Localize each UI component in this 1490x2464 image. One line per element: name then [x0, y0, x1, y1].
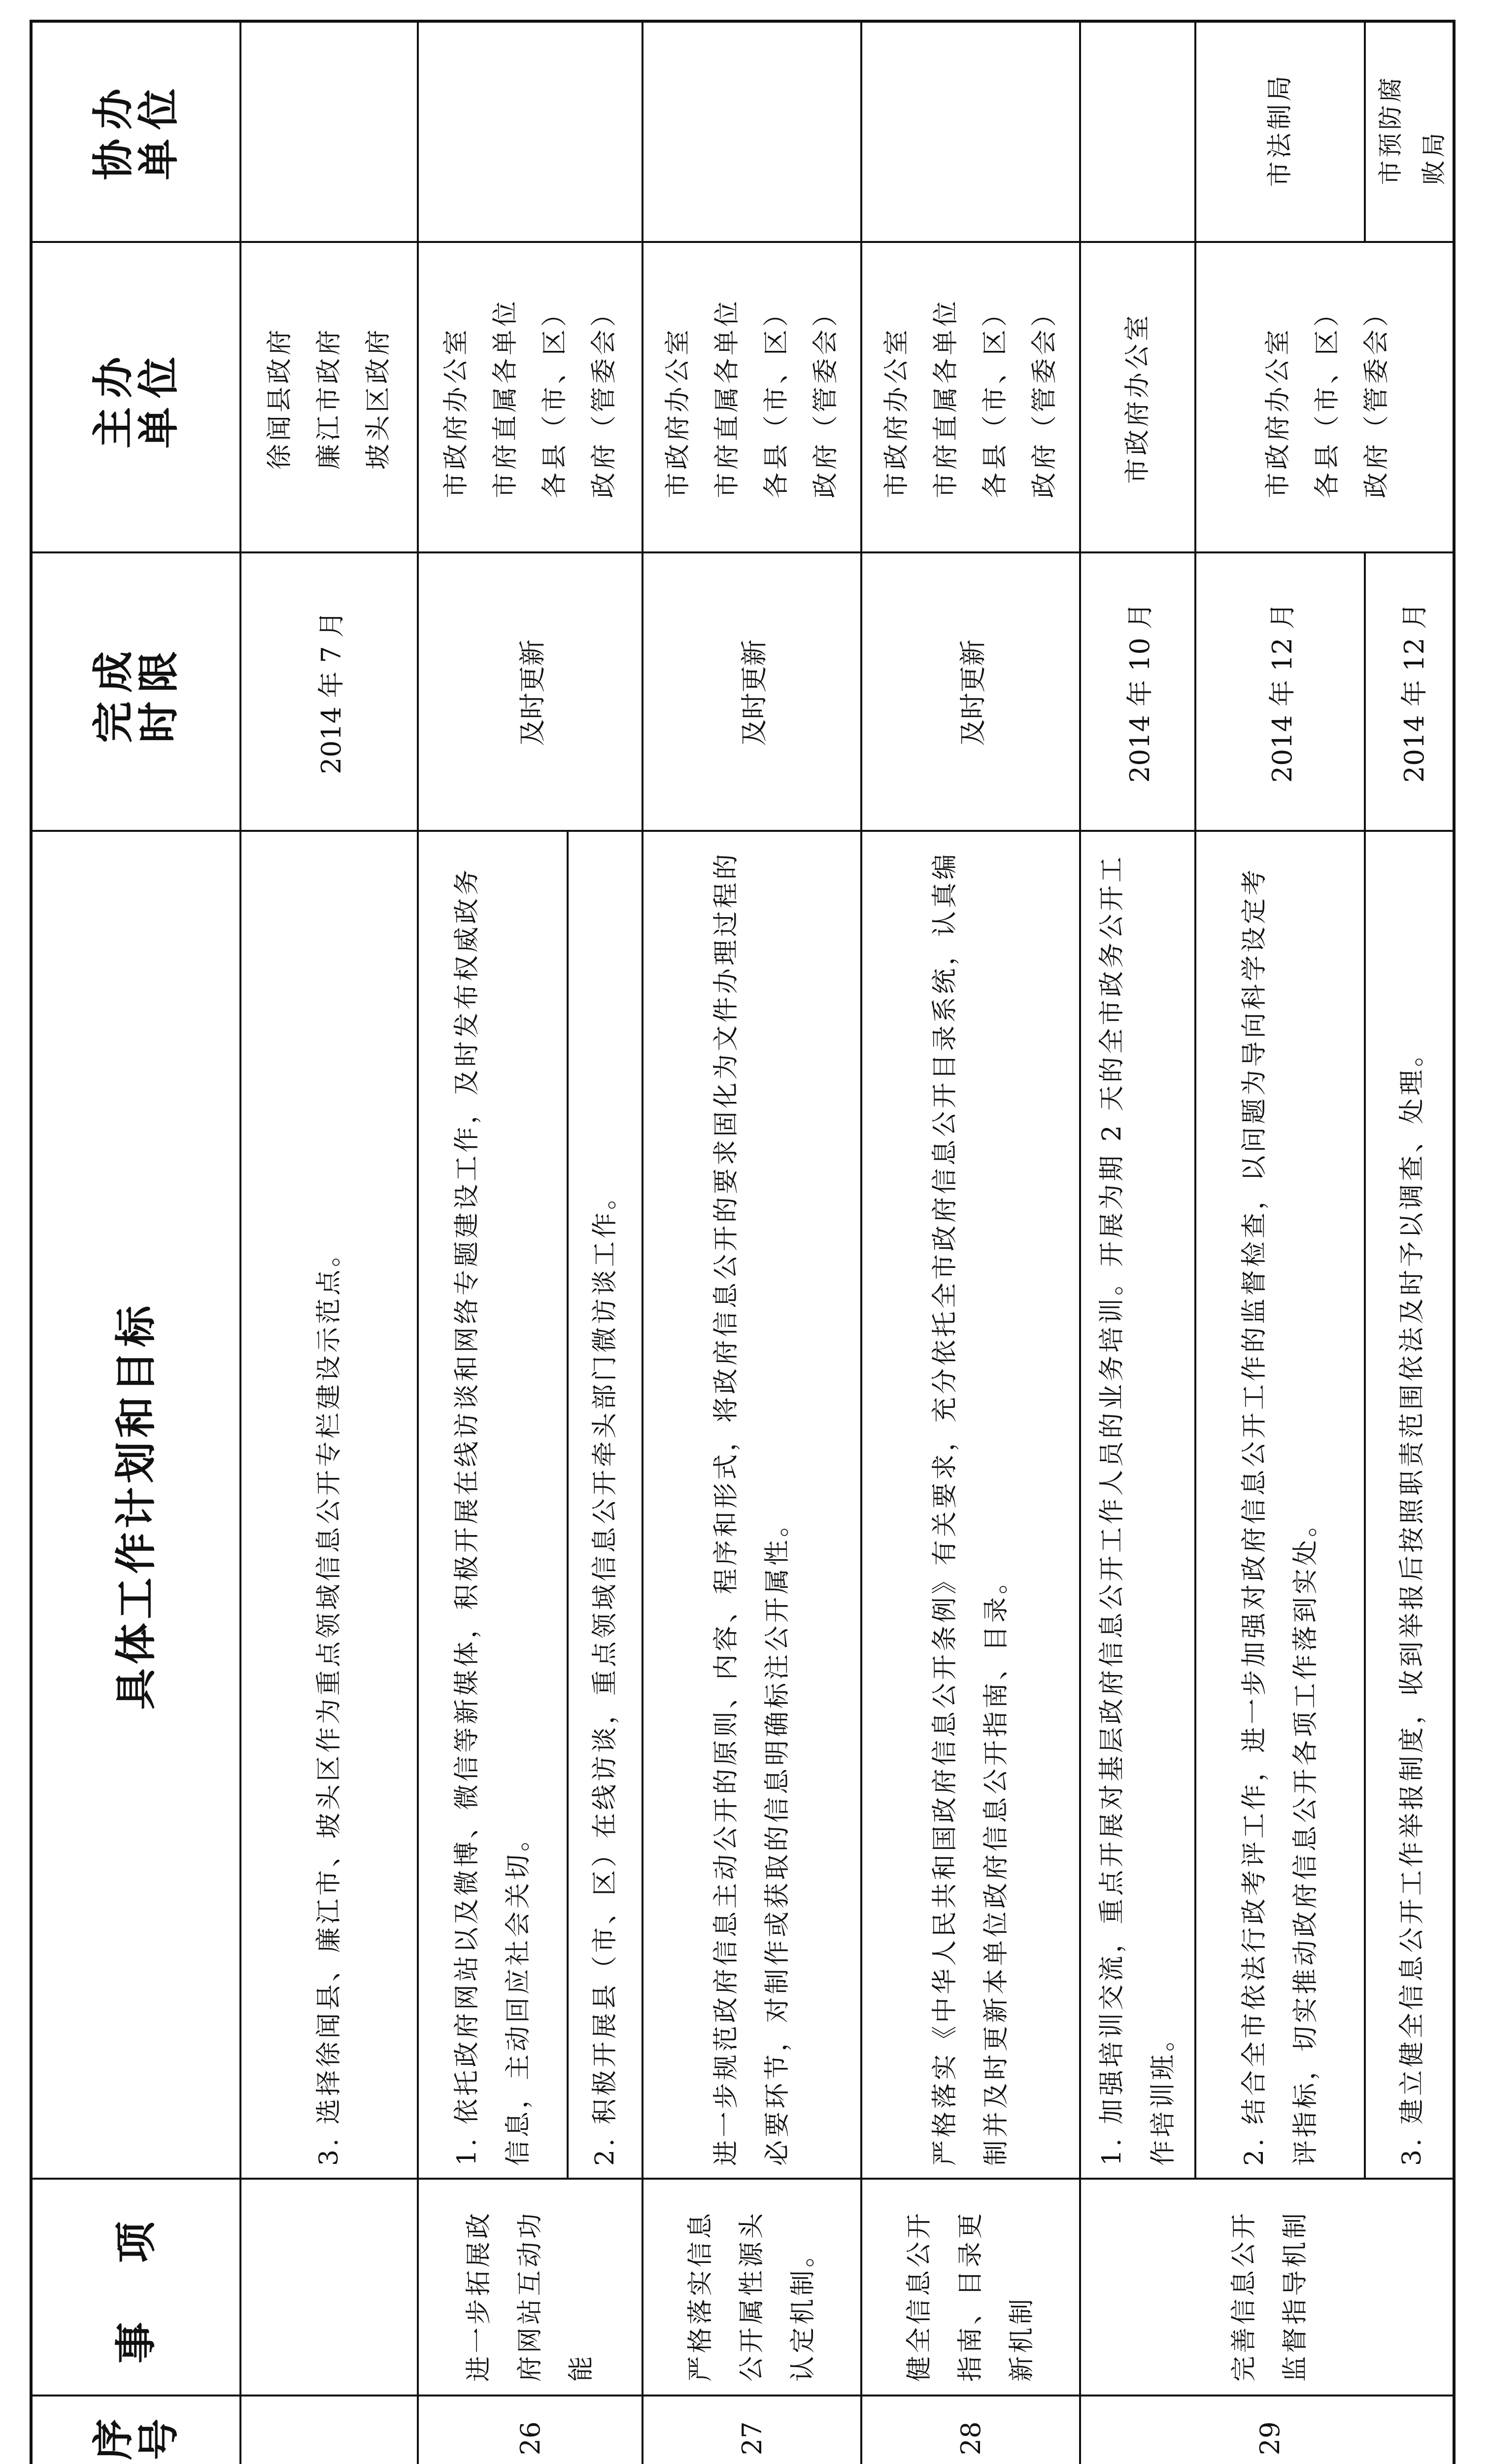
lead-unit: 徐闻县政府 廉江市政府 坡头区政府: [265, 327, 393, 470]
deadline: 及时更新: [738, 639, 770, 746]
deadline: 2014 年 12 月: [1266, 602, 1298, 783]
header-row: [33, 23, 239, 2464]
lead-unit: 市政府办公室 市府直属各单位 各县（市、区） 政府（管委会）: [882, 298, 1059, 499]
deadline: 2014 年 10 月: [1124, 602, 1155, 783]
table-row: [643, 23, 860, 2464]
table-row: [1081, 23, 1458, 2464]
header-deadline: 完成 时限: [89, 642, 183, 743]
assist-unit: [241, 17, 417, 243]
assist-unit: [419, 17, 642, 243]
item-text: 进一步拓展政府网站互动功能: [464, 2210, 596, 2382]
row-number: 27: [736, 2421, 768, 2456]
plan-cell: [419, 832, 642, 2180]
plan-text: 严格落实《中华人民共和国政府信息公开条例》有关要求，充分依托全市政府信息公开目录系统，认真编制并及时更新本单位政府信息公开指南、目录。: [930, 851, 1011, 2166]
work-plan-table: [30, 20, 1456, 2464]
lead-unit: 市政府办公室 市府直属各单位 各县（市、区） 政府（管委会）: [441, 298, 619, 499]
header-seq: 序 号: [89, 2417, 183, 2461]
assist-unit: [643, 17, 860, 243]
row-number: 26: [514, 2421, 546, 2456]
deadline: 2014 年 12 月: [1398, 602, 1430, 783]
plan-text: 2. 结合全市依法行政考评工作，进一步加强对政府信息公开工作的监督检查，以问题为导向科学设定考评指标，切实推动政府信息公开各项工作落到实处。: [1240, 866, 1321, 2166]
header-plan: 具体工作计划和目标: [111, 1301, 160, 1710]
table-row: [862, 23, 1079, 2464]
header-lead: 主办 单位: [89, 348, 183, 449]
item-text: 完善信息公开监督指导机制: [1229, 2210, 1310, 2382]
deadline: 及时更新: [516, 639, 548, 746]
deadline: 及时更新: [957, 639, 988, 746]
table-row: [419, 23, 642, 2464]
plan-text: 3. 选择徐闻县、廉江市、坡头区作为重点领域信息公开专栏建设示范点。: [314, 1238, 344, 2166]
plan-text: 1. 加强培训交流，重点开展对基层政府信息公开工作人员的业务培训。开展为期 2 天的全市政务公开工作培训班。: [1097, 854, 1178, 2166]
assist-unit: [862, 17, 1079, 243]
assist-unit: 市法制局: [1265, 72, 1295, 187]
lead-unit: 市政府办公室 市府直属各单位 各县（市、区） 政府（管委会）: [663, 298, 841, 499]
row-number: 29: [1254, 2421, 1286, 2456]
table-row: [241, 23, 417, 2464]
assist-unit: [1081, 17, 1194, 243]
lead-unit: 市政府办公室: [1123, 312, 1152, 484]
deadline: 2014 年 7 月: [315, 611, 347, 775]
plan-text: 2. 积极开展县（市、区）在线访谈，重点领域信息公开牵头部门微访谈工作。: [590, 1181, 620, 2166]
plan-text: 进一步规范政府信息主动公开的原则、内容、程序和形式，将政府信息公开的要求固化为文件办理过程的必要环节，对制作或获取的信息明确标注公开属性。: [711, 851, 792, 2166]
plan-text: 3. 建立健全信息公开工作举报制度，收到举报后按照职责范围依法及时予以调查、处理。: [1397, 1038, 1427, 2166]
item-text: 健全信息公开指南、目录更新机制: [905, 2210, 1037, 2382]
assist-unit: 市预防腐 败局: [1376, 74, 1448, 185]
plan-text: 1. 依托政府网站以及微博、微信等新媒体，积极开展在线访谈和网络专题建设工作，及时发布权威政务信息，主动回应社会关切。: [452, 866, 533, 2166]
header-assist: 协办 单位: [89, 79, 183, 180]
header-item: 事 项: [111, 2213, 160, 2364]
item-text: 严格落实信息公开属性源头认定机制。: [686, 2210, 818, 2382]
lead-unit: 市政府办公室 各县（市、区） 政府（管委会）: [1263, 298, 1391, 499]
row-number: 28: [955, 2421, 986, 2456]
